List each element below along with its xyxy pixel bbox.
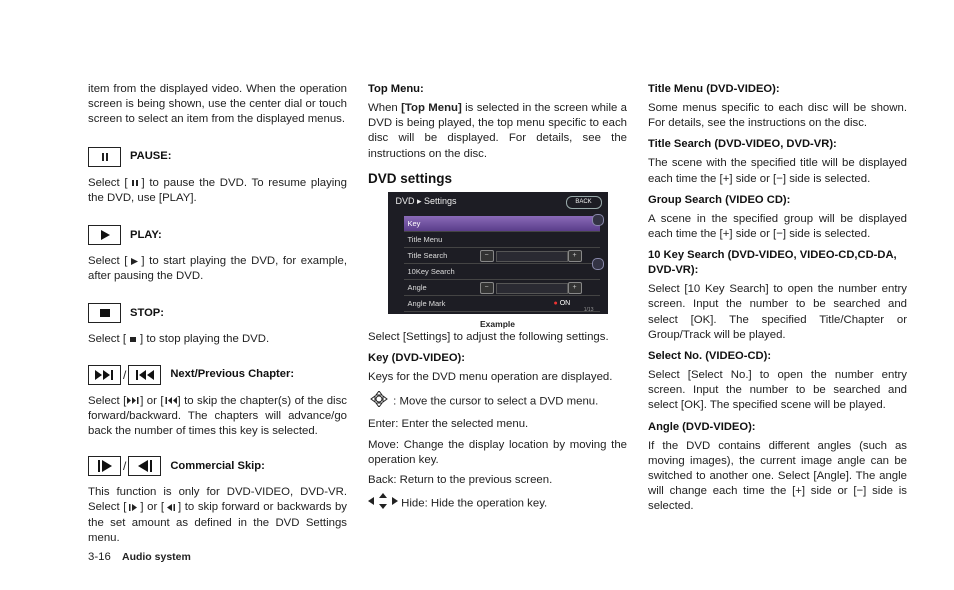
chapter-title: Next/Previous Chapter: <box>170 368 295 381</box>
play-header <box>88 224 347 246</box>
value-bar <box>496 283 568 294</box>
play-icon <box>127 256 141 267</box>
previous-chapter-icon <box>164 395 178 406</box>
stop-title: STOP: <box>130 306 164 319</box>
pause-header <box>88 146 347 168</box>
column-left <box>88 82 347 546</box>
plus-button[interactable]: + <box>568 250 582 262</box>
skip-backward-icon <box>128 456 161 476</box>
screen-title: DVD ▸ Settings <box>395 195 457 206</box>
back-text: Back: Return to the previous screen. <box>368 474 553 487</box>
play-text: Select [ ] to start playing the DVD, for example, after pausing the DVD. <box>88 255 347 283</box>
previous-chapter-icon <box>128 365 161 385</box>
plus-button[interactable]: + <box>568 282 582 294</box>
move-text: Move: Change the display location by moving the operation key. <box>368 438 627 466</box>
chapter-header: / Next/Previous Chapter: <box>88 364 347 386</box>
title-search-title: Title Search (DVD-VIDEO, DVD-VR): <box>648 138 837 151</box>
scrollbar[interactable] <box>592 214 602 308</box>
menu-item-key[interactable]: Key <box>404 216 600 232</box>
back-button[interactable]: BACK <box>566 196 602 209</box>
on-indicator-icon: ● <box>553 299 558 307</box>
skip-title: Commercial Skip: <box>170 459 265 472</box>
column-right <box>648 82 907 515</box>
key10-search-text: Select [10 Key Search] to open the number entry screen. Input the number to be searched and select [OK]. The specified Title/Chapter or Group/Track will be played. <box>648 283 907 341</box>
stop-text: Select [ ] to stop playing the DVD. <box>88 333 270 346</box>
next-chapter-icon <box>126 395 140 406</box>
scroll-up-icon[interactable] <box>592 214 604 226</box>
chapter-text: Select [ ] or [ ] to skip the chapter(s) of the disc forward/backward. The chapters will advance/go back the number of times this key is selected. <box>88 394 347 438</box>
page-footer <box>88 551 191 563</box>
enter-text: Enter: Enter the selected menu. <box>368 418 529 431</box>
section-name: Audio system <box>121 551 191 563</box>
intro-text: item from the displayed video. When the operation screen is being shown, use the center dial or touch screen to select an item from the displayed menus. <box>88 83 347 126</box>
key-intro: Keys for the DVD menu operation are displayed. <box>368 371 613 384</box>
page-number: 3-16 <box>88 551 111 563</box>
skip-text: This function is only for DVD-VIDEO, DVD-VR. Select [ ] or [ ] to skip forward or backwards by the set amount as defined in the DVD Settings menu. <box>88 486 347 544</box>
value-bar <box>496 251 568 262</box>
menu-item-title-menu[interactable]: Title Menu <box>404 232 600 248</box>
stop-icon <box>126 334 140 345</box>
cursor-pad-icon <box>368 391 390 412</box>
screen-caption: Example <box>480 318 515 329</box>
menu-item-10key-search[interactable]: 10Key Search <box>404 264 600 280</box>
minus-button[interactable]: − <box>480 282 494 294</box>
stop-header <box>88 302 347 324</box>
hide-text: Hide: Hide the operation key. <box>368 493 627 514</box>
angle-title: Angle (DVD-VIDEO): <box>648 420 756 433</box>
play-icon <box>88 225 121 245</box>
next-chapter-icon <box>88 365 121 385</box>
key10-search-title: 10 Key Search (DVD-VIDEO, VIDEO-CD,CD-DA, DVD-VR): <box>648 249 897 277</box>
dvd-settings-screen <box>388 192 608 314</box>
minus-button[interactable]: − <box>480 250 494 262</box>
column-middle <box>368 82 627 514</box>
move-arrows-icon <box>368 493 398 514</box>
title-menu-text: Some menus specific to each disc will be shown. For details, see the instructions on the disc. <box>648 102 907 130</box>
pause-text: Select [ ] to pause the DVD. To resume playing the DVD, use [PLAY]. <box>88 176 347 204</box>
dvd-settings-title: DVD settings <box>368 170 453 186</box>
skip-backward-icon <box>164 502 178 513</box>
top-menu-text: When [Top Menu] is selected in the screen while a DVD is being played, the top menu specific to each disc will be displayed. For details, see the instructions on the disc. <box>368 102 627 160</box>
stop-icon <box>88 303 121 323</box>
top-menu-title: Top Menu: <box>368 83 424 95</box>
group-search-title: Group Search (VIDEO CD): <box>648 193 791 206</box>
menu-item-angle-mark[interactable]: Angle Mark ● ON <box>404 296 600 312</box>
select-settings-text: Select [Settings] to adjust the following settings. <box>368 330 609 343</box>
pause-icon <box>128 177 142 188</box>
select-no-text: Select [Select No.] to open the number entry screen. Input the number to be searched and select [OK]. The specified scene will be played. <box>648 369 907 412</box>
title-menu-title: Title Menu (DVD-VIDEO): <box>648 83 780 95</box>
pause-title: PAUSE: <box>130 150 172 163</box>
menu-item-title-search[interactable]: Title Search − + <box>404 248 600 264</box>
skip-header: / Commercial Skip: <box>88 455 347 477</box>
skip-forward-icon <box>88 456 121 476</box>
menu-item-angle[interactable]: Angle − + <box>404 280 600 296</box>
angle-text: If the DVD contains different angles (such as moving images), the current image angle can be switched to another one. Select [Angle]. The angle will change each time the [+] side or [−] side is selected. <box>648 439 907 513</box>
angle-mark-toggle[interactable]: ● ON <box>553 299 571 307</box>
page-footnote: 1/13 <box>583 306 594 313</box>
play-title: PLAY: <box>130 228 162 241</box>
select-no-title: Select No. (VIDEO-CD): <box>648 350 772 363</box>
key-title: Key (DVD-VIDEO): <box>368 352 465 365</box>
settings-menu <box>404 216 600 312</box>
pause-icon <box>88 147 121 167</box>
skip-forward-icon <box>126 502 140 513</box>
group-search-text: A scene in the specified group will be displayed each time the [+] side or [−] side is selected. <box>648 212 907 241</box>
title-search-text: The scene with the specified title will be displayed each time the [+] side or [−] side is selected. <box>648 157 907 185</box>
scroll-down-icon[interactable] <box>592 258 604 270</box>
move-cursor-text: : Move the cursor to select a DVD menu. <box>368 391 627 412</box>
